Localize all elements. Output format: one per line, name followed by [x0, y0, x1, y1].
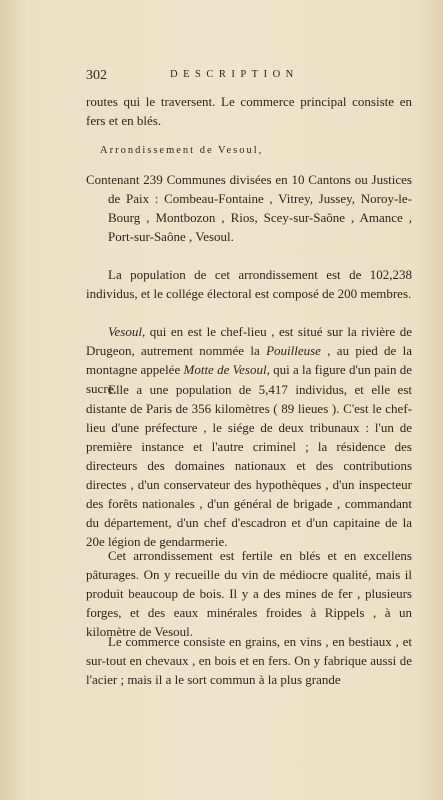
italic-motte: Motte de Vesoul	[183, 362, 267, 377]
paragraph-production: Cet arrondissement est fertile en blés et en excellens pâturages. On y recueille du vin de médiocre qualité, mais il produit beaucoup de bois. Il y a des mines de fer , plusieurs forges, et des eaux minérales froides à Rippels , à un kilomètre de Vesoul.	[86, 548, 412, 639]
paragraph-population: La population de cet arrondissement est de 102,238 individus, et le collége électoral est composé de 200 membres.	[86, 267, 412, 301]
p2-part2: , au pied de la montagne appelée	[86, 343, 412, 377]
running-title: DESCRIPTION	[170, 69, 299, 80]
section-summary: Contenant 239 Communes divisées en 10 Cantons ou Justices de Paix : Combeau-Fontaine , Vitrey, Jussey, Noroy-le-Bourg , Montbozon , Rios, Scey-sur-Saône , Amance , Port-sur-Saône , Vesoul.	[86, 172, 412, 244]
italic-pouilleuse: Pouilleuse	[266, 343, 321, 358]
paragraph-city: Elle a une population de 5,417 individus, et elle est distante de Paris de 356 kilomètres ( 89 lieues ). C'est le chef-lieu d'une préfecture , le siége de deux tribunaux : l'un de première instance et l'autre criminel ; la résidence des directeurs des domaines nationaux et des contributions directes , d'un conservateur des hypothèques , d'un inspecteur des forêts nationales , d'un général de brigade , commandant du département, d'un chef d'escadron et d'un capitaine de la 20e légion de gendarmerie.	[86, 382, 412, 549]
section-title: Arrondissement de Vesoul,	[100, 145, 264, 156]
running-head	[86, 68, 406, 88]
p2-part3: , qui a la figure d'un pain de sucre.	[86, 362, 412, 396]
continuation-paragraph: routes qui le traversent. Le commerce principal consiste en fers et en blés.	[86, 94, 412, 128]
paragraph-commerce: Le commerce consiste en grains, en vins , en bestiaux , et sur-tout en chevaux , en bois et en fers. On y fabrique aussi de l'acier ; mais il a le sort commun à la plus grande	[86, 634, 412, 687]
page-number: 302	[86, 68, 107, 83]
p2-part1: , qui en est le chef-lieu , est situé sur la rivière de Drugeon, autrement nommée la	[86, 324, 412, 358]
italic-vesoul: Vesoul	[108, 324, 142, 339]
